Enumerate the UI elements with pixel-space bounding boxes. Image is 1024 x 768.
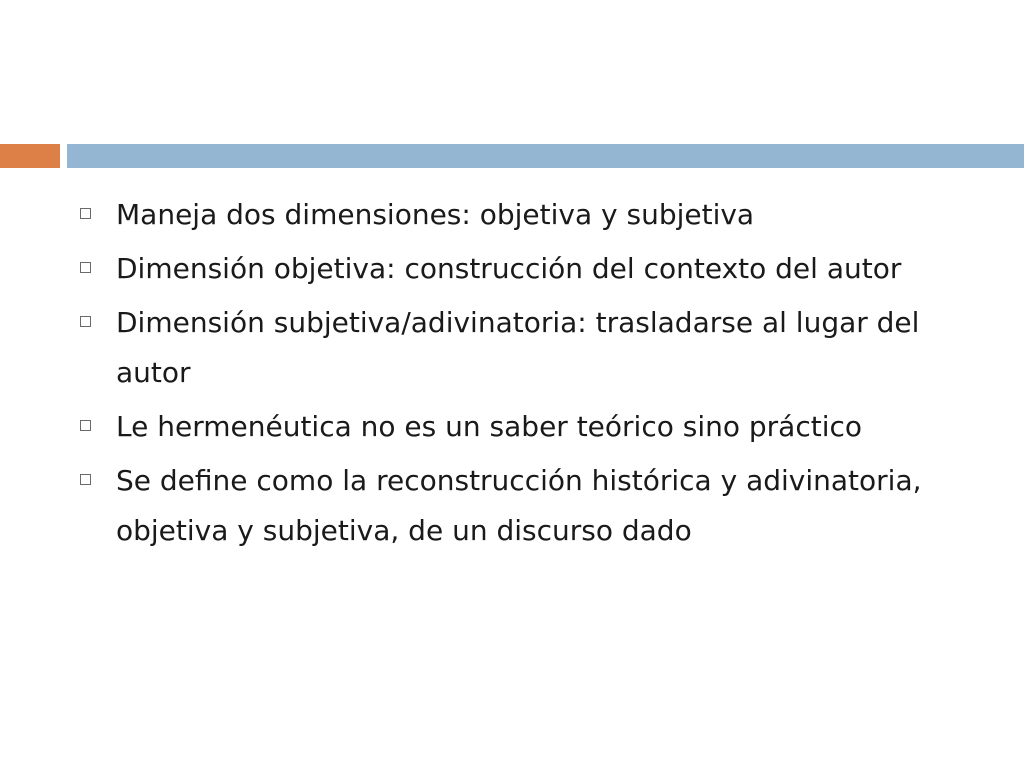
list-item: [80, 456, 980, 556]
bullet-text: Dimensión objetiva: construcción del contexto del autor: [116, 252, 902, 285]
hollow-square-bullet-icon: [80, 316, 91, 327]
bullet-text: Se define como la reconstrucción histórica y adivinatoria, objetiva y subjetiva, de un discurso dado: [116, 464, 922, 547]
hollow-square-bullet-icon: [80, 420, 91, 431]
accent-bar: [0, 144, 60, 168]
list-item: [80, 402, 980, 452]
bullet-list: [80, 190, 980, 560]
list-item: [80, 244, 980, 294]
hollow-square-bullet-icon: [80, 262, 91, 273]
bullet-text: Maneja dos dimensiones: objetiva y subjetiva: [116, 198, 755, 231]
list-item: [80, 190, 980, 240]
hollow-square-bullet-icon: [80, 474, 91, 485]
bullet-text: Le hermenéutica no es un saber teórico sino práctico: [116, 410, 863, 443]
bullet-text: Dimensión subjetiva/adivinatoria: trasladarse al lugar del autor: [116, 306, 920, 389]
title-divider-bar: [67, 144, 1024, 168]
list-item: [80, 298, 980, 398]
hollow-square-bullet-icon: [80, 208, 91, 219]
